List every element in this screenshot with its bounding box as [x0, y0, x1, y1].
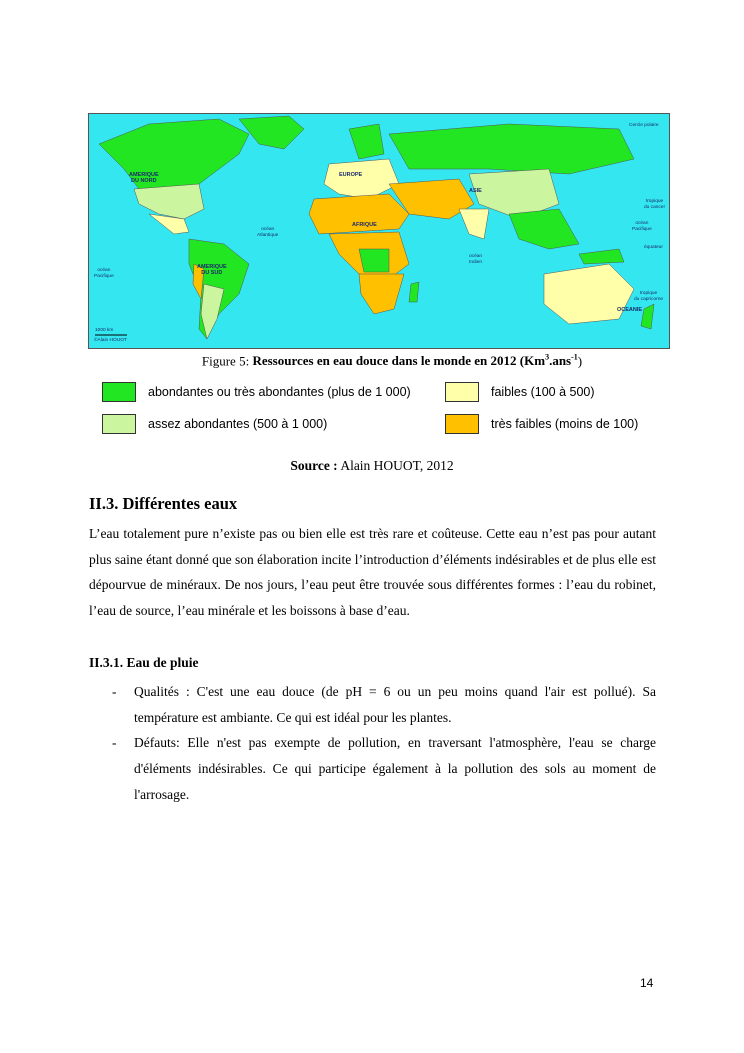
legend-item-assez-abondantes — [102, 414, 327, 434]
label-ocean-pacifique-west: océan Pacifique — [94, 268, 114, 279]
section-title: II.3. Différentes eaux — [89, 494, 238, 513]
legend-label: très faibles (moins de 100) — [491, 417, 639, 431]
scandinavia-region — [349, 124, 384, 159]
africa-south-region — [359, 274, 404, 314]
africa-north-region — [309, 194, 409, 234]
legend-item-faibles — [445, 382, 595, 402]
legend-swatch — [445, 414, 479, 434]
russia-region — [389, 124, 634, 174]
south-asia-region — [459, 209, 489, 239]
caption-mid: .ans — [549, 353, 572, 369]
label-afrique: AFRIQUE — [352, 222, 377, 228]
legend-swatch — [102, 414, 136, 434]
greenland-region — [239, 116, 304, 149]
legend-label: faibles (100 à 500) — [491, 385, 595, 399]
bullet-dash: - — [112, 684, 117, 699]
legend-swatch — [102, 382, 136, 402]
label-ocean-pacifique-east: océan Pacifique — [632, 221, 652, 232]
label-amerique-nord: AMERIQUE DU NORD — [129, 172, 159, 184]
source-label: Source : — [290, 458, 338, 473]
label-europe: EUROPE — [339, 172, 363, 178]
legend-label: assez abondantes (500 à 1 000) — [148, 417, 328, 431]
bullet-dash: - — [112, 735, 117, 751]
legend-item-abondantes — [102, 382, 411, 402]
list-item — [89, 679, 656, 730]
caption-title: Ressources en eau douce dans le monde en 2012 (Km — [252, 353, 546, 369]
label-tropique-cancer: tropique du cancer — [644, 199, 666, 210]
label-copyright: ©Alain HOUOT — [94, 338, 127, 343]
label-ocean-indien: océan Indien — [469, 254, 483, 265]
legend-label: abondantes ou très abondantes (plus de 1 000) — [148, 385, 411, 399]
bullet-list — [89, 679, 656, 808]
caption-end: ) — [577, 353, 583, 369]
figure-source — [0, 458, 744, 474]
page-number: 14 — [640, 976, 654, 990]
label-cercle-polaire: Cercle polaire — [629, 123, 659, 128]
australia-region — [544, 264, 634, 324]
congo-region — [359, 249, 389, 272]
southeast-asia-region — [509, 209, 579, 249]
label-scale: 1000 km — [95, 328, 114, 333]
subsection-title: II.3.1. Eau de pluie — [89, 655, 199, 670]
caption-sup-1: 3 — [545, 353, 550, 362]
new-zealand-region — [641, 304, 654, 329]
label-asie: ASIE — [469, 188, 482, 194]
section-paragraph: L’eau totalement pure n’existe pas ou bien elle est très rare et coûteuse. Cette eau n’est pas pour autant plus saine étant donné que son élaboration incite l’introduction d’éléments indésirables et de plus elle est dépourvue de minéraux. De nos jours, l’eau peut être trouvée sous différentes formes : l’eau du robinet, l’eau de source, l’eau minérale et les boissons à base d’eau. — [89, 526, 656, 619]
label-oceanie: OCEANIE — [617, 307, 643, 313]
figure-caption — [0, 353, 744, 369]
legend-swatch — [445, 382, 479, 402]
madagascar-region — [409, 282, 419, 302]
label-tropique-capricorne: tropique du capricorne — [634, 291, 664, 302]
europe-region — [324, 159, 399, 199]
bullet-text: Qualités : C'est une eau douce (de pH = 6 ou un peu moins quand l'air est pollué). Sa température est ambiante. Ce qui est idéal pour les plantes. — [134, 684, 656, 725]
legend-item-tres-faibles — [445, 414, 638, 434]
bullet-text: Défauts: Elle n'est pas exempte de pollution, en traversant l'atmosphère, l'eau se charge d'éléments indésirables. Ce qui participe également à la pollution des sols au moment de l'arrosage. — [134, 735, 656, 802]
usa-region — [134, 184, 204, 219]
label-ocean-atlantique: océan Atlantique — [257, 227, 279, 238]
new-guinea-region — [579, 249, 624, 264]
map-graphic — [89, 114, 669, 348]
caption-prefix: Figure 5: — [201, 353, 253, 369]
list-item — [89, 730, 656, 807]
source-text: Alain HOUOT, 2012 — [337, 458, 454, 473]
label-equateur: équateur — [644, 245, 663, 250]
label-amerique-sud: AMERIQUE DU SUD — [197, 264, 227, 276]
caption-sup-2: -1 — [571, 353, 578, 362]
world-water-resources-map — [88, 113, 670, 349]
